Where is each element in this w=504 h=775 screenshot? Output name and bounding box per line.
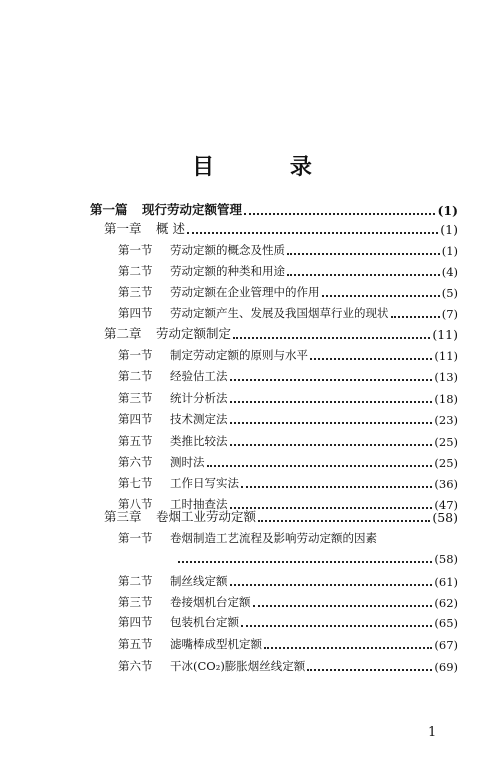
toc-entry bbox=[104, 507, 458, 525]
toc-entry-page: (62) bbox=[434, 596, 458, 610]
dot-leader bbox=[322, 294, 440, 297]
dot-leader bbox=[287, 273, 440, 276]
toc-entry-number: 第五节 bbox=[118, 434, 153, 448]
toc-entry bbox=[118, 452, 458, 470]
toc-entry bbox=[118, 634, 458, 652]
toc-entry-title: 测时法 bbox=[170, 455, 205, 469]
toc-entry-title: 统计分析法 bbox=[170, 391, 228, 405]
toc-entry-number: 第三节 bbox=[118, 285, 153, 299]
toc-entry-number: 第六节 bbox=[118, 455, 153, 469]
toc-entry-number: 第六节 bbox=[118, 659, 153, 673]
toc-entry-number: 第二节 bbox=[118, 264, 153, 278]
toc-entry-page: (25) bbox=[434, 456, 458, 470]
toc-entry-number: 第一章 bbox=[104, 221, 142, 236]
toc-entry-title: 现行劳动定额管理 bbox=[142, 202, 243, 217]
dot-leader bbox=[258, 519, 430, 522]
toc-entry bbox=[118, 656, 458, 674]
toc-entry bbox=[176, 548, 458, 566]
toc-entry-page: (23) bbox=[434, 413, 458, 427]
toc-entry-number: 第二章 bbox=[104, 326, 142, 341]
toc-entry-page: (11) bbox=[434, 349, 458, 363]
toc-entry-page: (5) bbox=[441, 286, 458, 300]
dot-leader bbox=[230, 400, 433, 403]
toc-entry-number: 第二节 bbox=[118, 369, 153, 383]
toc-entry-page: (67) bbox=[434, 638, 458, 652]
dot-leader bbox=[241, 485, 432, 488]
toc-entry bbox=[118, 345, 458, 363]
dot-leader bbox=[307, 668, 432, 671]
dot-leader bbox=[187, 231, 438, 234]
toc-entry-page: (61) bbox=[434, 575, 458, 589]
toc-entry bbox=[118, 431, 458, 449]
dot-leader bbox=[207, 464, 433, 467]
toc-entry-title: 卷烟工业劳动定额 bbox=[156, 509, 257, 524]
toc-entry bbox=[118, 528, 458, 546]
toc-entry-page: (47) bbox=[434, 498, 458, 512]
toc-entry-title: 卷烟制造工艺流程及影响劳动定额的因素 bbox=[170, 531, 377, 545]
toc-entry-page: (25) bbox=[434, 435, 458, 449]
dot-leader bbox=[253, 604, 433, 607]
toc-entry-number: 第四节 bbox=[118, 306, 153, 320]
dot-leader bbox=[287, 252, 440, 255]
toc-entry-page: (1) bbox=[440, 222, 458, 237]
dot-leader bbox=[230, 378, 433, 381]
toc-entry bbox=[118, 473, 458, 491]
toc-entry-page: (58) bbox=[434, 552, 458, 566]
toc-entry-title: 技术测定法 bbox=[170, 412, 228, 426]
toc-entry-page: (69) bbox=[434, 660, 458, 674]
toc-entry-title: 制丝线定额 bbox=[170, 574, 228, 588]
toc-entry-number: 第一节 bbox=[118, 348, 153, 362]
toc-entry-page: (58) bbox=[432, 510, 458, 525]
toc-entry-number: 第四节 bbox=[118, 615, 153, 629]
toc-entry bbox=[118, 592, 458, 610]
dot-leader bbox=[230, 443, 433, 446]
dot-leader bbox=[230, 421, 433, 424]
toc-entry bbox=[118, 612, 458, 630]
dot-leader bbox=[244, 212, 435, 215]
toc-entry bbox=[104, 324, 458, 342]
toc-entry bbox=[118, 282, 458, 300]
toc-entry bbox=[118, 366, 458, 384]
dot-leader bbox=[310, 357, 432, 360]
toc-entry-page: (36) bbox=[434, 477, 458, 491]
toc-entry-number: 第一节 bbox=[118, 243, 153, 257]
toc-entry-page: (18) bbox=[434, 392, 458, 406]
toc-entry-title: 包装机台定额 bbox=[170, 615, 239, 629]
toc-entry bbox=[118, 409, 458, 427]
toc-entry-page: (11) bbox=[432, 327, 458, 342]
toc-entry-number: 第三章 bbox=[104, 509, 142, 524]
dot-leader bbox=[178, 560, 432, 563]
toc-entry-page: (65) bbox=[434, 616, 458, 630]
toc-entry bbox=[118, 388, 458, 406]
page-number: 1 bbox=[428, 725, 437, 740]
toc-entry-title: 卷接烟机台定额 bbox=[170, 595, 251, 609]
toc-entry-number: 第七节 bbox=[118, 476, 153, 490]
toc-entry-page: (7) bbox=[441, 307, 458, 321]
toc-entry bbox=[118, 571, 458, 589]
toc-entry-title: 类推比较法 bbox=[170, 434, 228, 448]
toc-entry bbox=[118, 303, 458, 321]
toc-entry-title: 工时抽查法 bbox=[170, 497, 228, 511]
toc-entry-number: 第五节 bbox=[118, 637, 153, 651]
dot-leader bbox=[241, 624, 432, 627]
toc-entry-number: 第二节 bbox=[118, 574, 153, 588]
toc-entry-title: 干冰(CO₂)膨胀烟丝线定额 bbox=[170, 659, 306, 673]
toc-entry-number: 第八节 bbox=[118, 497, 153, 511]
toc-entry-number: 第一篇 bbox=[90, 202, 128, 217]
dot-leader bbox=[230, 583, 433, 586]
toc-entry-title: 制定劳动定额的原则与水平 bbox=[170, 348, 308, 362]
toc-entry-title: 劳动定额的种类和用途 bbox=[170, 264, 285, 278]
toc-entry-page: (13) bbox=[434, 370, 458, 384]
toc-entry-title: 概 述 bbox=[156, 221, 185, 236]
toc-entry-title: 劳动定额在企业管理中的作用 bbox=[170, 285, 320, 299]
toc-entry-title: 经验估工法 bbox=[170, 369, 228, 383]
toc-entry bbox=[118, 261, 458, 279]
toc-entry-title: 滤嘴棒成型机定额 bbox=[170, 637, 262, 651]
toc-entry-page: (1) bbox=[437, 203, 458, 218]
toc-entry-number: 第三节 bbox=[118, 391, 153, 405]
toc-entry bbox=[90, 200, 458, 218]
toc-entry-number: 第四节 bbox=[118, 412, 153, 426]
toc-entry-page: (1) bbox=[441, 244, 458, 258]
dot-leader bbox=[264, 646, 432, 649]
toc-entry-title: 工作日写实法 bbox=[170, 476, 239, 490]
page-title: 目 录 bbox=[192, 154, 346, 180]
toc-entry-title: 劳动定额产生、发展及我国烟草行业的现状 bbox=[170, 306, 389, 320]
dot-leader bbox=[391, 315, 440, 318]
toc-entry bbox=[104, 219, 458, 237]
toc-entry-number: 第一节 bbox=[118, 531, 153, 545]
toc-entry-number: 第三节 bbox=[118, 595, 153, 609]
dot-leader bbox=[233, 336, 430, 339]
toc-entry-title: 劳动定额制定 bbox=[156, 326, 232, 341]
toc-entry bbox=[118, 240, 458, 258]
toc-entry-title: 劳动定额的概念及性质 bbox=[170, 243, 285, 257]
toc-entry-page: (4) bbox=[441, 265, 458, 279]
